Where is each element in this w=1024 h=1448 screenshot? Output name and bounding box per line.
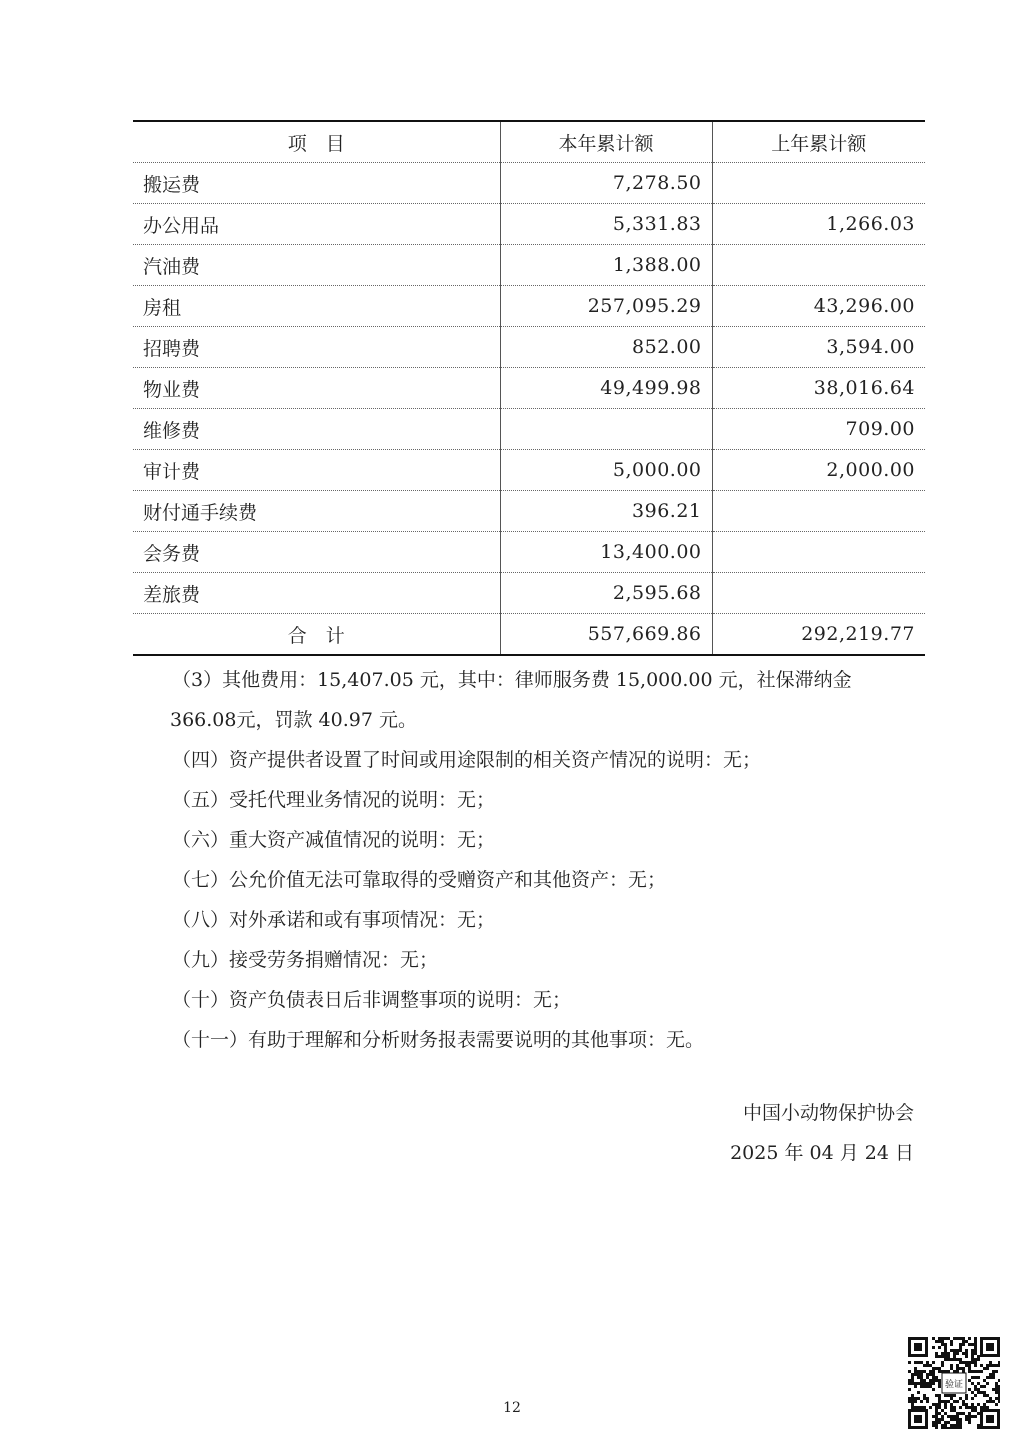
table-row: [133, 450, 925, 491]
row-previous: [712, 532, 925, 573]
note-other-expenses-continued: 366.08元，罚款 40.97 元。: [170, 709, 417, 731]
row-previous: [712, 163, 925, 204]
table-header-row: [133, 121, 925, 163]
row-current: 49,499.98: [500, 368, 712, 409]
table-row: [133, 491, 925, 532]
row-previous: 38,016.64: [712, 368, 925, 409]
row-current: 7,278.50: [500, 163, 712, 204]
row-current: 2,595.68: [500, 573, 712, 614]
note-donated-assets: （七）公允价值无法可靠取得的受赠资产和其他资产：无；: [172, 869, 667, 891]
table-row: [133, 286, 925, 327]
note-subsequent-events: （十）资产负债表日后非调整事项的说明：无；: [172, 989, 572, 1011]
row-item: 维修费: [133, 409, 500, 450]
row-item: 差旅费: [133, 573, 500, 614]
total-current: 557,669.86: [500, 614, 712, 656]
row-previous: [712, 245, 925, 286]
row-previous: 1,266.03: [712, 204, 925, 245]
table-row: [133, 573, 925, 614]
page-number: 12: [503, 1400, 521, 1416]
row-previous: [712, 491, 925, 532]
note-commitments: （八）对外承诺和或有事项情况：无；: [172, 909, 496, 931]
row-item: 房租: [133, 286, 500, 327]
row-item: 办公用品: [133, 204, 500, 245]
row-current: 5,331.83: [500, 204, 712, 245]
header-item: 项 目: [133, 121, 500, 163]
row-current: 5,000.00: [500, 450, 712, 491]
header-previous-year: 上年累计额: [712, 121, 925, 163]
row-previous: 2,000.00: [712, 450, 925, 491]
row-current: [500, 409, 712, 450]
row-current: 13,400.00: [500, 532, 712, 573]
header-current-year: 本年累计额: [500, 121, 712, 163]
table-row: [133, 409, 925, 450]
row-item: 审计费: [133, 450, 500, 491]
expense-table: [133, 120, 925, 656]
table-row: [133, 368, 925, 409]
table-row: [133, 532, 925, 573]
row-item: 汽油费: [133, 245, 500, 286]
note-agency-business: （五）受托代理业务情况的说明：无；: [172, 789, 496, 811]
total-label: 合 计: [133, 614, 500, 656]
table-row: [133, 245, 925, 286]
total-previous: 292,219.77: [712, 614, 925, 656]
note-other-expenses: （3）其他费用：15,407.05 元，其中：律师服务费 15,000.00 元，社保滞纳金: [172, 669, 852, 691]
row-previous: [712, 573, 925, 614]
note-other-matters: （十一）有助于理解和分析财务报表需要说明的其他事项：无。: [172, 1029, 705, 1051]
table-row: [133, 163, 925, 204]
table-total-row: [133, 614, 925, 656]
qr-center-label: 验证: [944, 1380, 964, 1390]
note-labor-donations: （九）接受劳务捐赠情况：无；: [172, 949, 439, 971]
row-previous: 709.00: [712, 409, 925, 450]
row-current: 852.00: [500, 327, 712, 368]
row-item: 招聘费: [133, 327, 500, 368]
qr-code-icon: [908, 1337, 1000, 1429]
row-previous: 3,594.00: [712, 327, 925, 368]
table-row: [133, 327, 925, 368]
row-current: 257,095.29: [500, 286, 712, 327]
table-row: [133, 204, 925, 245]
row-item: 物业费: [133, 368, 500, 409]
note-restricted-assets: （四）资产提供者设置了时间或用途限制的相关资产情况的说明：无；: [172, 749, 762, 771]
notes-section: [172, 660, 912, 1060]
row-item: 财付通手续费: [133, 491, 500, 532]
note-asset-impairment: （六）重大资产减值情况的说明：无；: [172, 829, 496, 851]
signature-date: 2025 年 04 月 24 日: [730, 1142, 914, 1164]
row-current: 1,388.00: [500, 245, 712, 286]
organization-name: 中国小动物保护协会: [742, 1102, 914, 1124]
row-item: 会务费: [133, 532, 500, 573]
row-current: 396.21: [500, 491, 712, 532]
row-item: 搬运费: [133, 163, 500, 204]
row-previous: 43,296.00: [712, 286, 925, 327]
signature-block: [730, 1093, 914, 1173]
